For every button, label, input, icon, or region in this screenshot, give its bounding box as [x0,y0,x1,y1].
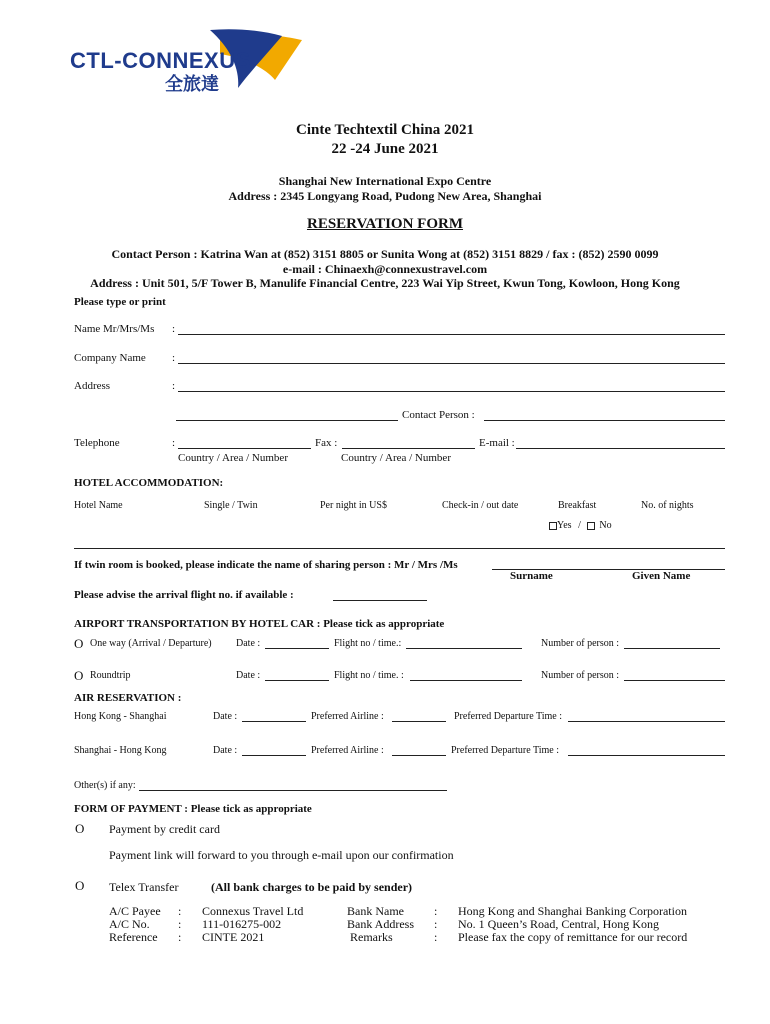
company-logo [70,28,310,98]
route2-airline-label: Preferred Airline : [311,745,384,756]
colon: : [178,917,182,931]
event-dates: 22 -24 June 2021 [331,141,439,157]
oneway-label: One way (Arrival / Departure) [90,638,212,649]
fax-label: Fax : [315,437,338,449]
contact-email: e-mail : Chinaexh@connexustravel.com [282,262,488,276]
instruction-text: Please type or print [74,296,166,308]
telex-label: Telex Transfer [109,880,179,894]
reference-value: CINTE 2021 [202,930,265,944]
breakfast-yes-label: Yes [557,520,572,531]
company-field[interactable] [178,363,725,364]
bank-name-label: Bank Name [347,904,404,918]
company-colon: : [172,352,176,364]
breakfast-no-checkbox[interactable] [587,522,595,530]
arrival-flight-field[interactable] [333,600,427,601]
contact-address: Address : Unit 501, 5/F Tower B, Manulife Financial Centre, 223 Wai Yip Street, Kwun Tong, Kowloon, Hong Kong [90,276,680,290]
roundtrip-radio[interactable]: O [74,668,84,683]
section-divider [74,548,725,549]
air-heading: AIR RESERVATION : [74,692,182,704]
name-colon: : [172,323,176,335]
roundtrip-label: Roundtrip [90,670,131,681]
route1-airline-field[interactable] [392,721,446,722]
route1-date-field[interactable] [242,721,306,722]
route1-airline-label: Preferred Airline : [311,711,384,722]
fax-hint: Country / Area / Number [341,452,451,464]
reference-label: Reference [109,930,158,944]
surname-label: Surname [510,570,553,582]
credit-card-label: Payment by credit card [109,822,220,836]
ac-no-label: A/C No. [109,917,150,931]
oneway-date-field[interactable] [265,648,329,649]
email-label: E-mail : [479,437,515,449]
route1-date-label: Date : [213,711,238,722]
form-title: RESERVATION FORM [306,216,464,232]
colon: : [434,917,438,931]
route2-date-field[interactable] [242,755,306,756]
route1-departure-field[interactable] [568,721,725,722]
fax-field[interactable] [342,448,475,449]
airport-heading: AIRPORT TRANSPORTATION BY HOTEL CAR : Please tick as appropriate [74,618,445,630]
colon: : [434,904,438,918]
telephone-colon: : [172,437,176,449]
credit-card-note: Payment link will forward to you through e-mail upon our confirmation [109,848,454,862]
breakfast-yes-checkbox[interactable] [549,522,557,530]
col-check-in-out: Check-in / out date [442,500,519,511]
bank-left-labels [109,905,161,944]
telephone-label: Telephone [74,437,120,449]
oneway-radio[interactable]: O [74,636,84,651]
roundtrip-flight-field[interactable] [410,680,522,681]
event-address: Address : 2345 Longyang Road, Pudong New Area, Shanghai [228,189,542,203]
route2-airline-field[interactable] [392,755,446,756]
route2-departure-label: Preferred Departure Time : [451,745,560,756]
email-field[interactable] [516,448,725,449]
company-label: Company Name [74,352,146,364]
payment-heading: FORM OF PAYMENT : Please tick as appropriate [74,803,312,815]
name-field[interactable] [178,334,725,335]
contact-line-1: Contact Person : Katrina Wan at (852) 3151 8805 or Sunita Wong at (852) 3151 8829 / fax : (852) 2590 0099 [111,247,659,261]
oneway-persons-field[interactable] [624,648,720,649]
roundtrip-persons-field[interactable] [624,680,725,681]
roundtrip-persons-label: Number of person : [541,670,620,681]
breakfast-separator: / [578,520,581,531]
colon: : [178,930,182,944]
bank-right-colons [434,905,437,944]
address-colon: : [172,380,176,392]
ac-no-value: 111-016275-002 [202,917,282,931]
bank-right-labels [347,905,414,944]
route-hk-sh-label: Hong Kong - Shanghai [74,711,167,722]
breakfast-no-label: No [599,520,612,531]
twin-room-note: If twin room is booked, please indicate the name of sharing person : Mr / Mrs /Ms [74,559,458,571]
col-nights: No. of nights [641,500,694,511]
address-field-1[interactable] [178,391,725,392]
colon: : [178,904,182,918]
remarks-value: Please fax the copy of remittance for our record [458,930,688,944]
bank-left-values [202,905,303,944]
oneway-persons-label: Number of person : [541,638,620,649]
oneway-flight-label: Flight no / time.: [334,638,402,649]
oneway-flight-field[interactable] [406,648,522,649]
roundtrip-flight-label: Flight no / time. : [334,670,404,681]
bank-address-value: No. 1 Queen’s Road, Central, Hong Kong [458,917,659,931]
telephone-hint: Country / Area / Number [178,452,288,464]
oneway-date-label: Date : [236,638,261,649]
credit-card-radio[interactable]: O [75,821,85,836]
col-per-night: Per night in US$ [320,500,387,511]
col-single-twin: Single / Twin [204,500,258,511]
roundtrip-date-field[interactable] [265,680,329,681]
route-sh-hk-label: Shanghai - Hong Kong [74,745,167,756]
roundtrip-date-label: Date : [236,670,261,681]
bank-left-colons [178,905,181,944]
hotel-heading: HOTEL ACCOMMODATION: [74,477,224,489]
arrival-flight-note: Please advise the arrival flight no. if available : [74,589,294,601]
bank-right-values [458,905,687,944]
col-breakfast: Breakfast [558,500,597,511]
logo-chinese: 全旅達 [165,74,219,95]
contact-person-field[interactable] [484,420,725,421]
route2-date-label: Date : [213,745,238,756]
contact-person-label: Contact Person : [402,409,475,421]
breakfast-options [549,520,612,531]
logo-wordmark: CTL-CONNEXUS [70,48,251,73]
given-name-label: Given Name [632,570,691,582]
ac-payee-label: A/C Payee [109,904,161,918]
ac-payee-value: Connexus Travel Ltd [202,904,304,918]
colon: : [434,930,438,944]
bank-name-value: Hong Kong and Shanghai Banking Corporation [458,904,687,918]
event-title: Cinte Techtextil China 2021 [296,122,474,138]
address-field-2[interactable] [176,420,398,421]
telex-note: (All bank charges to be paid by sender) [211,880,413,894]
telex-radio[interactable]: O [75,878,85,893]
address-label: Address [74,380,111,392]
others-field[interactable] [139,790,447,791]
route1-departure-label: Preferred Departure Time : [454,711,563,722]
col-hotel-name: Hotel Name [74,500,123,511]
bank-address-label: Bank Address [347,917,414,931]
name-label: Name Mr/Mrs/Ms [74,323,155,335]
event-venue: Shanghai New International Expo Centre [278,174,492,188]
remarks-label: Remarks [350,930,393,944]
route2-departure-field[interactable] [568,755,725,756]
others-label: Other(s) if any: [74,780,136,791]
telephone-field[interactable] [178,448,311,449]
